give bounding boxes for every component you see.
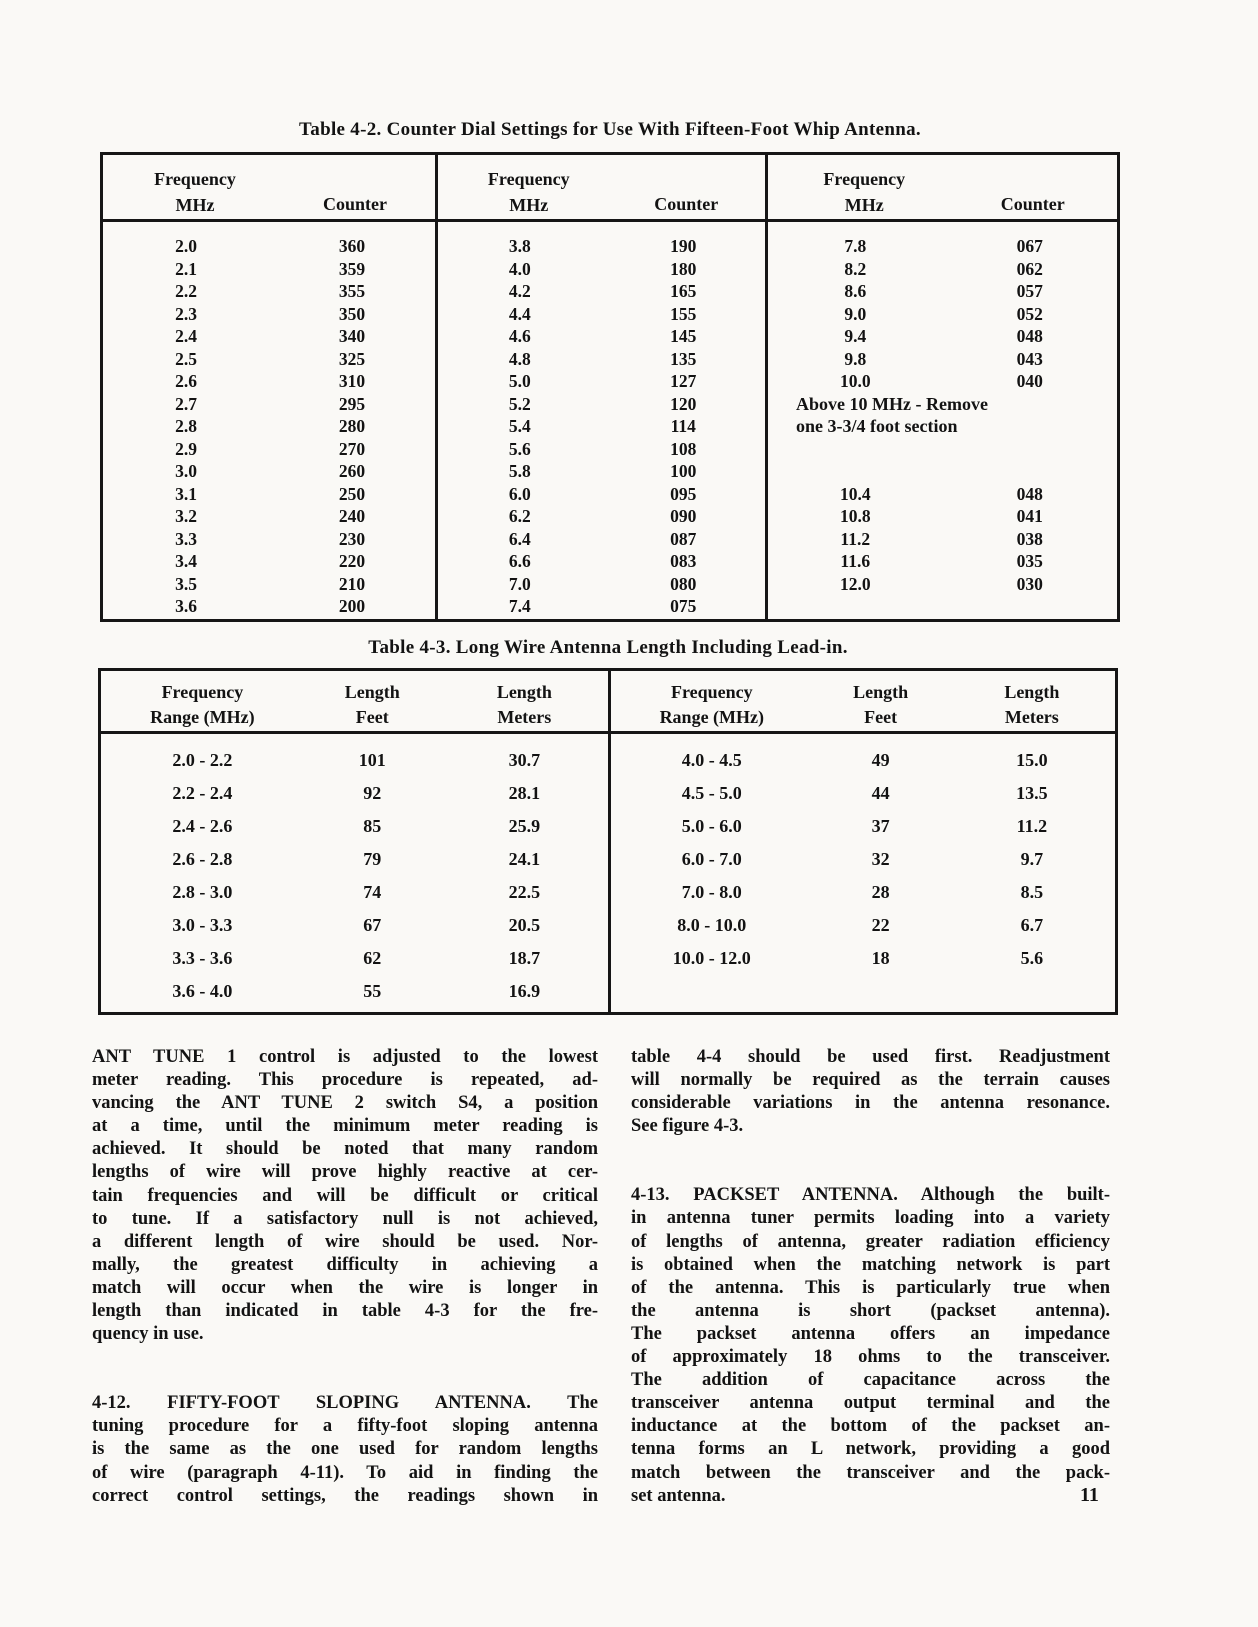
text-line: to tune. If a satisfactory null is not achieved,: [92, 1208, 598, 1229]
table-cell: 5.8: [508, 461, 531, 481]
column-header-counter: Counter: [654, 194, 719, 214]
table-cell: 5.2: [508, 393, 531, 414]
table-row: [103, 370, 435, 393]
table-cell: 2.0: [175, 236, 197, 256]
table-cell: 145: [670, 326, 697, 346]
table-cell: 270: [338, 438, 366, 459]
table-cell: 090: [670, 506, 697, 526]
column-header-counter: Counter: [1000, 194, 1065, 214]
table-cell: 165: [670, 281, 697, 301]
text-line: inductance at the bottom of the packset an-: [631, 1416, 1110, 1437]
table-cell: 2.2 - 2.4: [172, 783, 233, 803]
table-cell: 15.0: [1016, 750, 1048, 770]
table-cell: 040: [1016, 371, 1043, 391]
table-cell: 49: [871, 750, 890, 770]
table-cell: 200: [338, 596, 366, 616]
text-line: See figure 4-3.: [631, 1116, 744, 1137]
table-cell: 062: [1016, 258, 1043, 279]
table-cell: 3.3: [175, 528, 197, 549]
table-cell: 7.8: [844, 236, 867, 256]
table-cell: 310: [338, 371, 366, 391]
table-row: [438, 235, 765, 258]
table-cell: 041: [1016, 506, 1043, 526]
table-row: [103, 258, 435, 281]
body-column-right: [631, 1046, 1110, 1508]
table-cell: 6.7: [1020, 915, 1044, 935]
table-cell: 6.0 - 7.0: [681, 849, 742, 869]
table-cell: 2.1: [175, 258, 197, 279]
table-cell: 250: [338, 483, 366, 504]
text-line: transceiver antenna output terminal and the: [631, 1393, 1110, 1414]
column-header-frequency: Frequency: [161, 682, 244, 702]
table-cell: 22.5: [508, 882, 541, 902]
table-cell: 4.6: [508, 326, 531, 346]
table-cell: 075: [670, 596, 697, 616]
table-cell: 067: [1016, 236, 1043, 256]
table-cell: 11.6: [840, 551, 871, 571]
table-cell: 10.8: [839, 506, 871, 526]
table-cell: 359: [338, 258, 366, 279]
table-cell: 2.3: [175, 303, 197, 324]
column-header-frequency: Frequency: [670, 682, 753, 702]
table-cell: 10.4: [839, 483, 871, 504]
table-row: [103, 303, 435, 326]
text-line: length than indicated in table 4-3 for the fre-: [92, 1301, 598, 1322]
table-cell: 13.5: [1016, 783, 1048, 803]
table-cell: 080: [670, 573, 697, 594]
table-cell: 4.2: [508, 281, 531, 301]
table-row: [611, 814, 1115, 847]
text-line: ANT TUNE 1 control is adjusted to the lowest: [92, 1047, 598, 1067]
table-cell: 8.2: [844, 258, 867, 279]
table-cell: 4.4: [508, 303, 531, 324]
table-row: [103, 280, 435, 303]
table-cell: 2.6 - 2.8: [172, 849, 233, 869]
table-cell: 095: [670, 483, 697, 504]
text-line: mally, the greatest difficulty in achieving a: [92, 1254, 598, 1275]
table-row: [438, 415, 765, 438]
table-cell: 3.1: [175, 483, 197, 504]
table-cell: 9.8: [844, 348, 867, 369]
table-4-2: [100, 152, 1120, 622]
table-cell: 190: [670, 236, 697, 256]
table-cell: 92: [363, 783, 382, 803]
table-4-2-rows: [438, 222, 765, 619]
table-row: [611, 847, 1115, 880]
table-row: [768, 573, 1117, 596]
table-cell: 4.8: [508, 348, 531, 369]
table-cell: 28: [871, 882, 890, 902]
table-cell: 32: [871, 849, 890, 869]
table-4-2-header: [438, 155, 765, 222]
text-line: the antenna is short (packset antenna).: [631, 1300, 1110, 1321]
table-row: [103, 460, 435, 483]
text-line: tuning procedure for a fifty-foot sloping antenna: [92, 1416, 598, 1437]
table-cell: 340: [338, 326, 366, 346]
table-cell: 280: [338, 416, 366, 436]
table-cell: 11.2: [840, 528, 871, 549]
table-cell: 355: [338, 281, 366, 301]
table-cell: 7.0 - 8.0: [681, 882, 742, 902]
table-row: [103, 595, 435, 618]
table-4-2-column-group-1: [103, 155, 435, 619]
table-row: [101, 847, 608, 880]
column-header-mhz: MHz: [509, 195, 549, 215]
table-row: [103, 483, 435, 506]
table-row: [768, 528, 1117, 551]
column-header-frequency: Frequency: [487, 169, 570, 189]
table-cell: 20.5: [508, 915, 541, 935]
column-header-length: Length: [1004, 682, 1060, 702]
table-row: [103, 393, 435, 416]
table-4-2-caption: Table 4-2. Counter Dial Settings for Use With Fifteen-Foot Whip Antenna.: [299, 119, 921, 140]
table-4-2-header: [768, 155, 1117, 222]
table-4-3-rows: [101, 734, 608, 1012]
table-cell: 3.4: [175, 551, 197, 571]
text-line: considerable variations in the antenna resonance.: [631, 1093, 1110, 1114]
table-cell: 6.4: [508, 528, 531, 549]
table-cell: 127: [670, 371, 697, 391]
text-line: is obtained when the matching network is part: [631, 1254, 1110, 1275]
column-header-range: Range (MHz): [150, 707, 255, 727]
table-cell: 5.4: [508, 416, 531, 436]
text-line: set antenna.: [631, 1485, 726, 1506]
table-cell: 18.7: [508, 948, 541, 968]
table-cell: 44: [871, 783, 890, 803]
table-cell: 3.6: [175, 596, 197, 616]
table-cell: 3.3 - 3.6: [172, 948, 233, 968]
column-header-frequency: Frequency: [154, 169, 236, 189]
table-cell: 37: [871, 816, 890, 836]
table-cell: 7.0: [508, 573, 531, 594]
text-line: a different length of wire should be used. Nor-: [92, 1231, 598, 1252]
table-cell: 2.4: [175, 326, 197, 346]
table-4-2-rows: [768, 222, 1117, 619]
text-line: correct control settings, the readings shown in: [92, 1485, 598, 1506]
paragraph-4-12-fifty-foot-sloping-antenna: [92, 1392, 598, 1507]
table-row: [768, 258, 1117, 281]
table-cell: 052: [1016, 303, 1043, 324]
body-column-left: [92, 1046, 598, 1508]
text-line: 4-12. FIFTY-FOOT SLOPING ANTENNA. The: [92, 1393, 598, 1414]
table-cell: 18: [871, 948, 890, 968]
table-cell: 048: [1016, 326, 1043, 346]
table-row: [101, 946, 608, 979]
page-number: 11: [1080, 1484, 1099, 1506]
table-cell: 295: [338, 393, 366, 414]
column-header-frequency: Frequency: [823, 169, 906, 189]
table-row: [103, 325, 435, 348]
table-row: [101, 748, 608, 781]
table-cell: 3.8: [508, 236, 531, 256]
table-cell: 4.0 - 4.5: [681, 750, 742, 770]
table-cell: 048: [1016, 483, 1043, 504]
table-cell: 3.0 - 3.3: [172, 915, 233, 935]
text-line: match between the transceiver and the pack-: [631, 1462, 1110, 1483]
table-row: [438, 258, 765, 281]
table-cell: 22: [871, 915, 890, 935]
table-cell: 108: [670, 438, 697, 459]
text-line: of the antenna. This is particularly true when: [631, 1277, 1110, 1298]
table-cell: 2.5: [175, 348, 197, 369]
table-cell: 5.6: [1020, 948, 1044, 968]
table-cell: 8.5: [1020, 882, 1044, 902]
table-cell: 28.1: [508, 783, 541, 803]
table-row: [103, 550, 435, 573]
text-line: is the same as the one used for random lengths: [92, 1439, 598, 1460]
text-line: The packset antenna offers an impedance: [631, 1323, 1110, 1344]
table-row: [438, 550, 765, 573]
column-header-counter: Counter: [323, 194, 387, 214]
table-4-2-column-group-3: [765, 155, 1117, 619]
table-cell: 087: [670, 528, 697, 549]
column-header-feet: Feet: [864, 707, 898, 727]
table-row: [768, 235, 1117, 258]
table-cell: 030: [1016, 573, 1043, 594]
table-row: [768, 550, 1117, 573]
table-row: [611, 880, 1115, 913]
column-header-meters: Meters: [497, 707, 552, 727]
text-line: table 4-4 should be used first. Readjustment: [631, 1047, 1110, 1067]
table-row: [768, 505, 1117, 528]
text-line: in antenna tuner permits loading into a variety: [631, 1208, 1110, 1229]
table-cell: 3.5: [175, 573, 197, 594]
table-4-3-caption: Table 4-3. Long Wire Antenna Length Including Lead-in.: [368, 637, 848, 658]
paragraph-4-13-packset-antenna: [631, 1184, 1110, 1507]
table-row: [438, 483, 765, 506]
table-cell: 3.6 - 4.0: [172, 981, 233, 1001]
table-cell: 8.6: [844, 281, 867, 301]
table-cell: 360: [338, 236, 366, 256]
table-cell: 325: [338, 348, 366, 369]
table-row: [611, 748, 1115, 781]
table-row: [768, 303, 1117, 326]
column-header-length: Length: [853, 682, 909, 702]
table-row: [768, 483, 1117, 506]
text-line: match will occur when the wire is longer in: [92, 1277, 598, 1298]
table-row: [101, 814, 608, 847]
table-cell: 2.8 - 3.0: [172, 882, 233, 902]
table-cell: 10.0: [839, 371, 871, 391]
table-cell: 155: [670, 303, 697, 324]
table-row: [103, 438, 435, 461]
table-row: [438, 303, 765, 326]
table-cell: 2.9: [175, 438, 197, 459]
table-cell: 9.4: [844, 326, 867, 346]
table-cell: 7.4: [508, 596, 531, 616]
text-line: at a time, until the minimum meter reading is: [92, 1116, 598, 1137]
table-cell: 3.0: [175, 461, 197, 481]
table-cell: 2.6: [175, 371, 197, 391]
table-cell: 043: [1016, 348, 1043, 369]
table-4-3-rows: [611, 734, 1115, 1012]
text-line: meter reading. This procedure is repeated, ad-: [92, 1070, 598, 1091]
table-cell: 16.9: [508, 981, 541, 1001]
text-line: tenna forms an L network, providing a good: [631, 1439, 1110, 1460]
table-4-2-column-group-2: [435, 155, 765, 619]
text-line: tain frequencies and will be difficult or critical: [92, 1185, 598, 1206]
table-row: [103, 348, 435, 371]
table-cell: 25.9: [508, 816, 541, 836]
table-row: [101, 913, 608, 946]
table-cell: 24.1: [508, 849, 541, 869]
table-cell: 220: [338, 551, 366, 571]
table-cell: 350: [338, 303, 366, 324]
table-cell: 2.0 - 2.2: [172, 750, 233, 770]
table-cell: 79: [363, 849, 382, 869]
text-line: achieved. It should be noted that many random: [92, 1139, 598, 1160]
paragraph-table-4-4: [631, 1046, 1110, 1138]
table-cell: 62: [363, 948, 382, 968]
table-row: [768, 280, 1117, 303]
table-cell: 240: [338, 506, 366, 526]
table-cell: 4.0: [508, 258, 531, 279]
table-row: [438, 325, 765, 348]
table-row: [438, 528, 765, 551]
table-row: [438, 438, 765, 461]
table-cell: 135: [670, 348, 697, 369]
table-cell: 057: [1016, 281, 1043, 301]
text-line: quency in use.: [92, 1324, 204, 1345]
paragraph-ant-tune: [92, 1046, 598, 1346]
table-row: [611, 781, 1115, 814]
table-cell: 10.0 - 12.0: [672, 948, 751, 968]
table-cell: 101: [358, 750, 386, 770]
table-row: [103, 235, 435, 258]
column-header-feet: Feet: [355, 707, 389, 727]
table-cell: 4.5 - 5.0: [681, 783, 742, 803]
table-cell: 2.7: [175, 393, 197, 414]
text-line: will normally be required as the terrain causes: [631, 1070, 1110, 1091]
column-header-mhz: MHz: [175, 195, 215, 215]
table-cell: 120: [670, 393, 697, 414]
table-cell: 12.0: [839, 573, 871, 594]
table-cell: 5.0 - 6.0: [681, 816, 742, 836]
table-row: [438, 393, 765, 416]
table-row: [101, 781, 608, 814]
table-cell: 9.0: [844, 303, 867, 324]
table-row: [438, 595, 765, 618]
table-row: [768, 348, 1117, 371]
table-cell: 3.2: [175, 506, 197, 526]
table-cell: 2.8: [175, 416, 197, 436]
table-4-2-rows: [103, 222, 435, 619]
table-4-3-left-half: [101, 671, 608, 1012]
table-cell: 55: [363, 981, 382, 1001]
text-line: lengths of wire will prove highly reactive at cer-: [92, 1162, 598, 1183]
table-row: [103, 528, 435, 551]
table-row: [438, 280, 765, 303]
table-4-3-right-half: [608, 671, 1115, 1012]
table-cell: 74: [363, 882, 382, 902]
table-row: [438, 505, 765, 528]
table-cell: 2.4 - 2.6: [172, 816, 233, 836]
table-row: [438, 370, 765, 393]
table-cell: 6.0: [508, 483, 531, 504]
table-cell: 11.2: [1016, 816, 1048, 836]
text-line: 4-13. PACKSET ANTENNA. Although the built-: [631, 1185, 1110, 1206]
table-cell: 9.7: [1020, 849, 1044, 869]
table-cell: 67: [363, 915, 382, 935]
table-row: [438, 460, 765, 483]
table-cell: 30.7: [508, 750, 541, 770]
column-header-range: Range (MHz): [659, 707, 765, 727]
table-cell: 038: [1016, 528, 1043, 549]
table-row: [768, 370, 1117, 393]
column-header-mhz: MHz: [844, 195, 884, 215]
table-cell: 8.0 - 10.0: [677, 915, 747, 935]
table-row: [103, 505, 435, 528]
table-cell: 5.0: [508, 371, 531, 391]
table-cell: 5.6: [508, 438, 531, 459]
note-row: one 3-3/4 foot section: [796, 416, 958, 436]
note-row: Above 10 MHz - Remove: [796, 393, 988, 414]
table-row: [611, 946, 1115, 979]
text-line: of lengths of antenna, greater radiation efficiency: [631, 1231, 1110, 1252]
text-line: vancing the ANT TUNE 2 switch S4, a position: [92, 1093, 598, 1114]
table-row: [768, 325, 1117, 348]
table-4-3-header: [101, 671, 608, 734]
table-row: [438, 348, 765, 371]
table-row: [101, 880, 608, 913]
table-cell: 083: [670, 551, 697, 571]
table-cell: 6.6: [508, 551, 531, 571]
table-cell: 035: [1016, 551, 1043, 571]
table-row: [101, 979, 608, 1012]
table-4-3-header: [611, 671, 1115, 734]
table-cell: 6.2: [508, 506, 531, 526]
table-cell: 2.2: [175, 281, 197, 301]
table-row: [103, 415, 435, 438]
column-header-meters: Meters: [1004, 707, 1059, 727]
table-cell: 114: [670, 416, 696, 436]
table-cell: 100: [670, 461, 697, 481]
table-4-2-header: [103, 155, 435, 222]
table-cell: 260: [338, 461, 366, 481]
text-line: of wire (paragraph 4-11). To aid in finding the: [92, 1462, 598, 1483]
table-4-3: [98, 668, 1118, 1015]
table-row: [438, 573, 765, 596]
table-cell: 85: [363, 816, 382, 836]
text-line: of approximately 18 ohms to the transceiver.: [631, 1347, 1110, 1368]
table-cell: 210: [338, 573, 366, 594]
table-row: [611, 913, 1115, 946]
column-header-length: Length: [496, 682, 552, 702]
table-cell: 230: [338, 528, 366, 549]
text-line: The addition of capacitance across the: [631, 1370, 1110, 1391]
table-row: [103, 573, 435, 596]
table-cell: 180: [670, 258, 697, 279]
column-header-length: Length: [344, 682, 400, 702]
